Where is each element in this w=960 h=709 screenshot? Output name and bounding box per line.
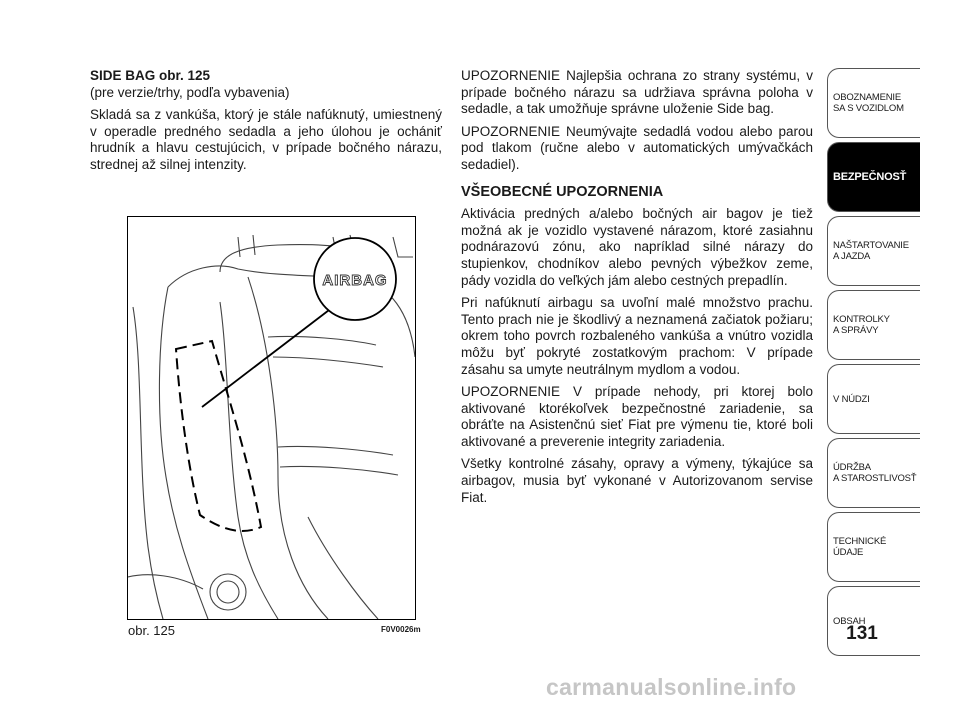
warning-position: UPOZORNENIE Najlepšia ochrana zo strany systému, v prípade bočného nárazu sa udržiava správna poloha v sedadle, a tak umožňuje správne uloženie Side bag.	[461, 68, 813, 117]
side-bag-heading: SIDE BAG obr. 125	[90, 68, 211, 83]
figure-caption: obr. 125	[128, 623, 175, 638]
warning-washing: UPOZORNENIE Neumývajte sedadlá vodou alebo parou pod tlakom (ručne alebo v automatických umývačkách sedadiel).	[461, 123, 813, 172]
page-number: 131	[846, 623, 878, 644]
seat-drawing	[128, 217, 415, 619]
side-bag-subheading: (pre verzie/trhy, podľa vybavenia)	[90, 84, 290, 100]
side-bag-description: Skladá sa z vankúša, ktorý je stále nafúknutý, umiestnený v operadle predného sedadla a jeho úlohou je ochániť hrudník a hlavu cestujúcich, v prípade bočného nárazu, strednej až silnej intenzity.	[90, 107, 442, 172]
tab-starting-driving[interactable]: NAŠTARTOVANIE A JAZDA	[827, 216, 920, 286]
tab-technical-data[interactable]: TECHNICKÉ ÚDAJE	[827, 512, 920, 582]
tab-getting-to-know[interactable]: OBOZNAMENIE SA S VOZIDLOM	[827, 68, 920, 138]
tab-maintenance[interactable]: ÚDRŽBA A STAROSTLIVOSŤ	[827, 438, 920, 508]
accident-warning: UPOZORNENIE V prípade nehody, pri ktorej bolo aktivované ktorékoľvek bezpečnostné zariadenie, sa obráťte na Asistenčnú sieť Fiat pre výmenu tie, ktoré boli aktivované a preverenie integrity zariadenia.	[461, 384, 813, 449]
seat-airbag-illustration	[127, 216, 416, 620]
right-column	[461, 68, 813, 512]
tab-emergency[interactable]: V NÚDZI	[827, 364, 920, 434]
service-paragraph: Všetky kontrolné zásahy, opravy a výmeny, týkajúce sa airbagov, musia byť vykonané v Autorizovanom servise Fiat.	[461, 456, 813, 505]
figure-code: F0V0026m	[381, 625, 421, 634]
tab-safety[interactable]: BEZPEČNOSŤ	[827, 142, 920, 212]
chapter-tabs	[827, 68, 920, 660]
left-column	[90, 68, 442, 180]
dust-paragraph: Pri nafúknutí airbagu sa uvoľní malé množstvo prachu. Tento prach nie je škodlivý a neznamená začiatok požiaru; okrem toho povrch rozbaleného vankúša a vnútro vozidla môžu byť pokryté zostatkovým prachom: V prípade zásahu sa umyte neutrálnym mydlom a vodou.	[461, 295, 813, 377]
activation-paragraph: Aktivácia predných a/alebo bočných air bagov je tiež možná ak je vozidlo vystavené nárazom, ktoré zasiahnu podnárazovú zónu, ako napríklad silné nárazy do stupienkov, chodníkov alebo pevných výbežkov zeme, pády vozidla do veľkých jám alebo cestných prepadlín.	[461, 206, 813, 288]
watermark: carmanualsonline.info	[546, 674, 797, 700]
tab-contents[interactable]: OBSAH	[827, 586, 920, 656]
general-warnings-heading: VŠEOBECNÉ UPOZORNENIA	[461, 183, 664, 200]
tab-warning-lights[interactable]: KONTROLKY A SPRÁVY	[827, 290, 920, 360]
airbag-badge-label: AIRBAG	[322, 272, 388, 289]
